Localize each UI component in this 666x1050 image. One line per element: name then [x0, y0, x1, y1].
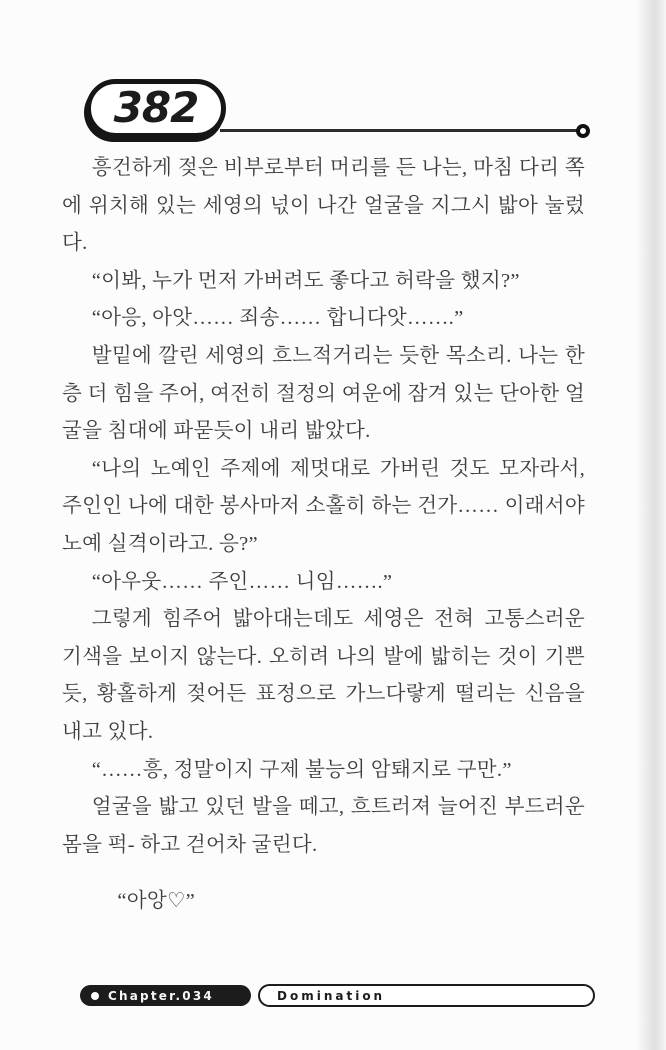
paragraph: 발밑에 깔린 세영의 흐느적거리는 듯한 목소리. 나는 한층 더 힘을 주어, 여전히 절정의 여운에 잠겨 있는 단아한 얼굴을 침대에 파묻듯이 내리 밟았다. [62, 344, 585, 443]
paragraph: “이봐, 누가 먼저 가버려도 좋다고 허락을 했지?” [91, 269, 520, 292]
paragraph: “나의 노예인 주제에 제멋대로 가버린 것도 모자라서, 주인인 나에 대한 봉사마저 소홀히 하는 건가…… 이래서야 노예 실격이라고. 응?” [62, 457, 585, 555]
header-rule-end-ring-icon [576, 124, 590, 138]
paragraph: “아우웃…… 주인…… 니임…….” [91, 570, 393, 593]
series-title: Domination [277, 988, 386, 1003]
paragraph: 얼굴을 밟고 있던 발을 떼고, 흐트러져 늘어진 부드러운 몸을 퍽- 하고 걷어차 굴린다. [62, 796, 585, 856]
header-rule [220, 129, 580, 132]
body-text [62, 150, 585, 921]
paragraph-final-exclamation: “아앙♡” [117, 890, 196, 913]
series-title-box [258, 984, 595, 1007]
page-number-badge [86, 79, 226, 138]
paragraph: “아응, 아앗…… 죄송…… 합니다앗…….” [91, 307, 464, 330]
chapter-dot-icon [91, 992, 99, 1000]
paragraph: 흥건하게 젖은 비부로부터 머리를 든 나는, 마침 다리 쪽에 위치해 있는 세영의 넋이 나간 얼굴을 지그시 밟아 눌렀다. [62, 157, 585, 255]
page-edge-shadow [636, 0, 666, 1050]
chapter-badge [80, 985, 251, 1006]
chapter-label: Chapter.034 [108, 988, 214, 1003]
page-number: 382 [113, 83, 199, 132]
paragraph: “……흥, 정말이지 구제 불능의 암퇘지로 구만.” [91, 758, 512, 781]
paragraph: 그렇게 힘주어 밟아대는데도 세영은 전혀 고통스러운 기색을 보이지 않는다. 오히려 나의 발에 밟히는 것이 기쁜 듯, 황홀하게 젖어든 표정으로 가느다랗게 떨리는 신음을 내고 있다. [62, 608, 585, 743]
